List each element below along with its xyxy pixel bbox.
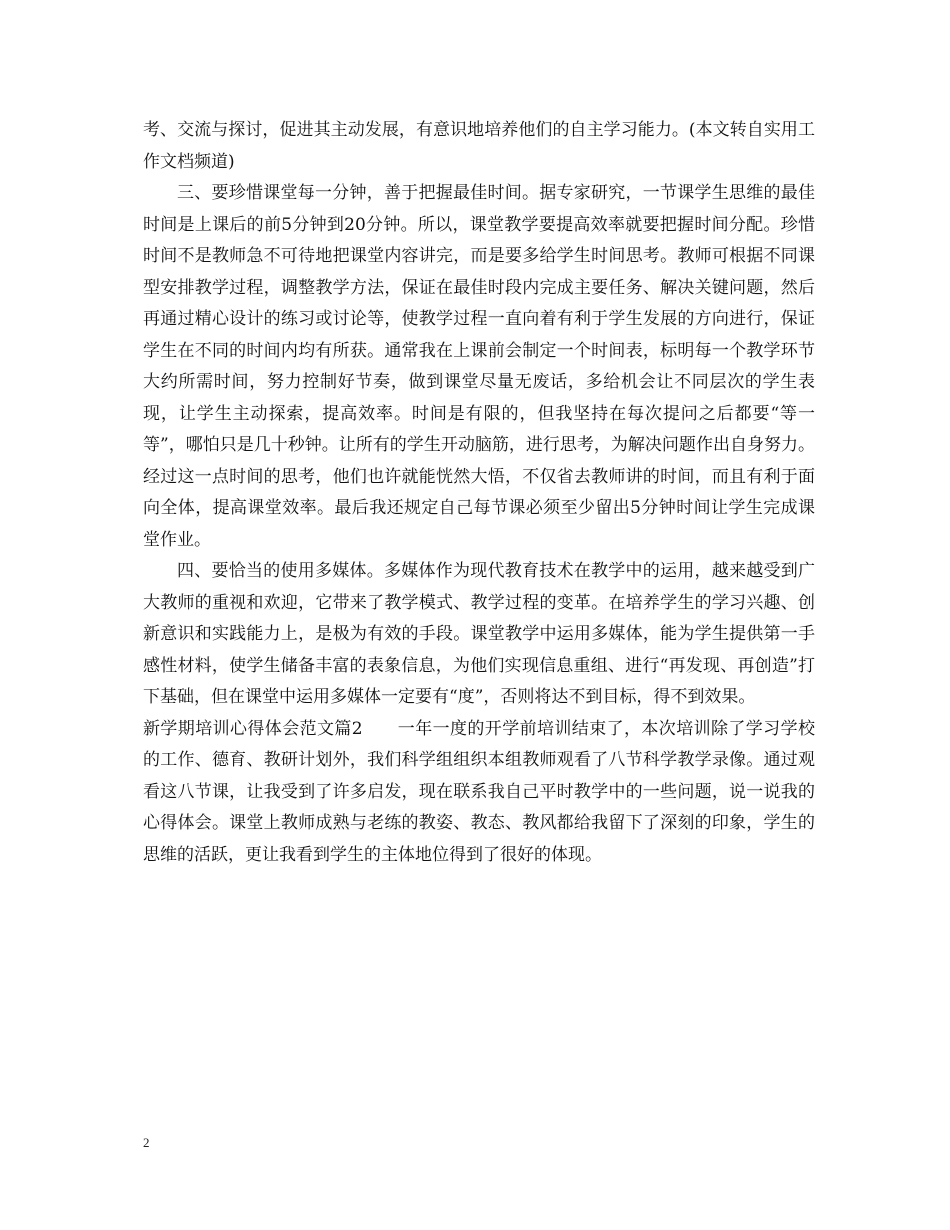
paragraph-point-three: 三、要珍惜课堂每一分钟，善于把握最佳时间。据专家研究，一节课学生思维的最佳时间是上课后的前5分钟到20分钟。所以，课堂教学要提高效率就要把握时间分配。珍惜时间不是教师急不可待地把课堂内容讲完，而是要多给学生时间思考。教师可根据不同课型安排教学过程，调整教学方法，保证在最佳时段内完成主要任务、解决关键问题，然后再通过精心设计的练习或讨论等，使教学过程一直向着有利于学生发展的方向进行，保证学生在不同的时间内均有所获。通常我在上课前会制定一个时间表，标明每一个教学环节大约所需时间，努力控制好节奏，做到课堂尽量无废话，多给机会让不同层次的学生表现，让学生主动探索，提高效率。时间是有限的，但我坚持在每次提问之后都要“等一等”，哪怕只是几十秒钟。让所有的学生开动脑筋，进行思考，为解决问题作出自身努力。经过这一点时间的思考，他们也许就能恍然大悟，不仅省去教师讲的时间，而且有利于面向全体，提高课堂效率。最后我还规定自己每节课必须至少留出5分钟时间让学生完成课堂作业。 [143, 183, 815, 550]
paragraph-point-four: 四、要恰当的使用多媒体。多媒体作为现代教育技术在教学中的运用，越来越受到广大教师的重视和欢迎，它带来了教学模式、教学过程的变革。在培养学生的学习兴趣、创新意识和实践能力上，是极为有效的手段。课堂教学中运用多媒体，能为学生提供第一手感性材料，使学生储备丰富的表象信息，为他们实现信息重组、进行“再发现、再创造”打下基础，但在课堂中运用多媒体一定要有“度”，否则将达不到目标，得不到效果。 [143, 561, 815, 707]
page-number: 2 [143, 1135, 150, 1150]
document-body [143, 115, 815, 871]
paragraph-article-two: 新学期培训心得体会范文篇2 一年一度的开学前培训结束了，本次培训除了学习学校的工作、德育、教研计划外，我们科学组组织本组教师观看了八节科学教学录像。通过观看这八节课，让我受到了许多启发，现在联系我自己平时教学中的一些问题，说一说我的心得体会。课堂上教师成熟与老练的教姿、教态、教风都给我留下了深刻的印象，学生的思维的活跃，更让我看到学生的主体地位得到了很好的体现。 [143, 718, 815, 865]
paragraph-continuation: 考、交流与探讨，促进其主动发展，有意识地培养他们的自主学习能力。(本文转自实用工作文档频道) [143, 120, 815, 172]
